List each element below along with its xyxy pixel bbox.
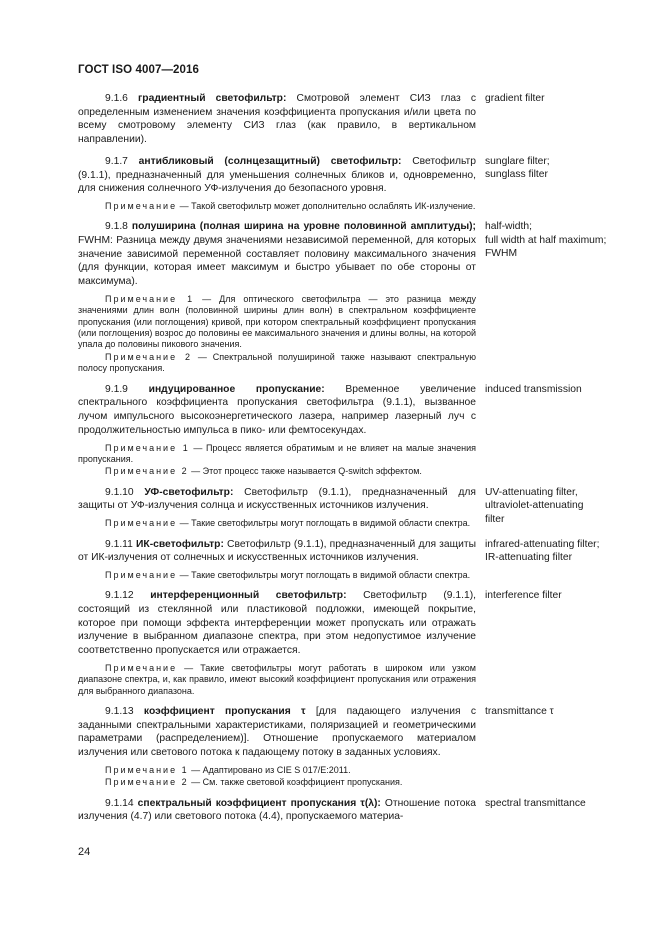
english-term-line: filter — [485, 513, 505, 525]
term-title: спектральный коэффициент пропускания τ(λ): — [137, 797, 381, 809]
english-term-line: spectral transmittance — [485, 797, 586, 809]
term-definition: [для падающего излучения с заданными спектральными характеристиками, поляризацией и геометрическими параметрами (распределением)]. Отношение пропускаемого материалом излучения или светового потока к падающему потоку в заданных условиях. — [78, 706, 476, 759]
term-note — [78, 466, 476, 477]
english-equivalent — [476, 705, 608, 789]
term-definition: Временное увеличение спектрального коэффициента пропускания светофильтра (9.1.1), вызванное лучом импульсного высокоэнергетического лазера, например лазерный луч с продолжительностью импульса в пико- или фемтосекундах. — [78, 383, 476, 436]
term-note — [78, 294, 476, 351]
term-note — [78, 518, 476, 529]
english-term-line: induced transmission — [485, 383, 582, 395]
term-number: 9.1.7 — [105, 155, 128, 167]
term-entry — [78, 92, 608, 147]
term-number: 9.1.6 — [105, 93, 128, 104]
term-definition-block — [78, 92, 476, 147]
note-label: Примечание — [105, 569, 178, 580]
english-term-line: UV-attenuating filter, — [485, 486, 578, 498]
term-entry — [78, 155, 608, 213]
english-term-line: sunglass filter — [485, 169, 548, 181]
term-paragraph — [78, 705, 476, 760]
term-definition: Светофильтр (9.1.1), предназначенный для уменьшения солнечных бликов и, одновременно, для снижения солнечного УФ-излучения до безопасного уровня. — [78, 155, 476, 195]
term-definition-block — [78, 220, 476, 374]
note-text: Процесс является обратимым и не влияет на малые значения пропускания. — [78, 442, 476, 464]
term-title: интерференционный светофильтр: — [150, 590, 347, 602]
term-note — [78, 765, 476, 776]
note-separator: — — [177, 569, 192, 580]
term-definition: Смотровой элемент СИЗ глаз с определенным изменением значения коэффициента пропускания и/или цвета по всему смотровому элементу СИЗ глаз (как правило, в вертикальном направлении). — [78, 93, 476, 146]
note-label: Примечание — [105, 662, 178, 673]
note-separator: — — [188, 777, 203, 788]
english-term-line: FWHM — [485, 248, 518, 260]
english-equivalent — [476, 589, 608, 697]
note-separator: — — [188, 764, 203, 775]
note-separator: — — [177, 200, 192, 211]
english-equivalent — [476, 220, 608, 374]
term-definition-block — [78, 589, 476, 697]
term-entry — [78, 486, 608, 530]
term-paragraph — [78, 155, 476, 196]
page-number: 24 — [78, 846, 91, 858]
english-term-line: sunglare filter; — [485, 155, 550, 167]
term-paragraph — [78, 797, 476, 824]
term-number: 9.1.8 — [105, 221, 128, 233]
note-label: Примечание 1 — [105, 442, 190, 453]
term-definition-block — [78, 383, 476, 478]
term-definition-block — [78, 486, 476, 530]
term-definition-block — [78, 155, 476, 213]
term-entry — [78, 538, 608, 582]
english-equivalent — [476, 92, 608, 147]
note-text: См. также световой коэффициент пропускания. — [202, 777, 403, 788]
note-label: Примечание 1 — [105, 293, 195, 304]
term-note — [78, 443, 476, 466]
english-equivalent — [476, 486, 608, 530]
term-entry — [78, 589, 608, 697]
term-note — [78, 201, 476, 212]
english-term-line: transmittance τ — [485, 706, 554, 718]
term-entry — [78, 705, 608, 789]
term-paragraph — [78, 92, 476, 147]
english-term-line: ultraviolet-attenuating — [485, 500, 584, 512]
term-entry — [78, 220, 608, 374]
term-note — [78, 570, 476, 581]
term-number: 9.1.14 — [105, 797, 134, 809]
term-title: полуширина (полная ширина на уровне половинной амплитуды); — [131, 221, 476, 233]
note-text: Для оптического светофильтра — это разница между значениями длин волн (половинной ширины длин волн) в спектральном коэффициенте пропускания (или поглощения) кривой, при котором спектральный коэффициент пропускания (или поглощения) возрос до половины ее максимального значения и длины волны, на которой упала до половины пикового значения. — [78, 293, 476, 350]
term-paragraph — [78, 383, 476, 438]
english-equivalent — [476, 383, 608, 478]
english-term-line: interference filter — [485, 590, 562, 602]
note-text: Такие светофильтры могут работать в широком или узком диапазоне спектра, и, как правило, имеют высокий коэффициент пропускания или отражения для выбранного диапазона. — [78, 662, 476, 696]
term-title: УФ-светофильтр: — [144, 486, 234, 498]
note-text: Адаптировано из CIE S 017/E:2011. — [202, 764, 351, 775]
note-separator: — — [188, 466, 203, 477]
term-paragraph — [78, 538, 476, 565]
term-definition-block — [78, 538, 476, 582]
term-number: 9.1.11 — [105, 538, 133, 550]
note-text: Этот процесс также называется Q-switch эффектом. — [202, 466, 422, 477]
note-label: Примечание 2 — [105, 777, 189, 788]
terms-list — [78, 92, 608, 824]
note-separator: — — [177, 662, 201, 673]
note-separator: — — [177, 518, 192, 529]
note-label: Примечание 2 — [105, 351, 192, 362]
term-paragraph — [78, 486, 476, 513]
english-equivalent — [476, 538, 608, 582]
term-title: градиентный светофильтр: — [138, 93, 287, 104]
term-paragraph — [78, 220, 476, 289]
note-separator: — — [189, 442, 206, 453]
english-term-line: full width at half maximum; — [485, 234, 607, 246]
term-definition: Светофильтр (9.1.1), предназначенный для защиты от УФ-излучения солнца и искусственных источников излучения. — [78, 486, 476, 512]
note-label: Примечание — [105, 518, 178, 529]
term-definition: Отношение потока излучения (4.7) или светового потока (4.4), пропускаемого материа- — [78, 797, 476, 823]
english-equivalent — [476, 155, 608, 213]
term-number: 9.1.9 — [105, 383, 128, 395]
term-note — [78, 777, 476, 788]
document-header: ГОСТ ISO 4007—2016 — [78, 64, 200, 76]
term-entry — [78, 383, 608, 478]
term-title: коэффициент пропускания τ — [143, 706, 306, 718]
term-note — [78, 663, 476, 697]
term-paragraph — [78, 589, 476, 658]
term-definition: Светофильтр (9.1.1), предназначенный для защиты от ИК-излучения от солнечных и искусственных источников излучения. — [78, 538, 476, 564]
term-definition-block — [78, 797, 476, 824]
term-title: ИК-светофильтр: — [136, 538, 224, 550]
note-text: Такой светофильтр может дополнительно ослаблять ИК-излучение. — [191, 200, 476, 211]
english-equivalent — [476, 797, 608, 824]
term-definition: FWHM: Разница между двумя значениями независимой переменной, для которых значение зависимой переменной составляет половину максимального значения (для функции, которая имеет максимум и быстро убывает по обе стороны от максимума). — [78, 235, 476, 288]
term-number: 9.1.10 — [105, 486, 134, 498]
term-definition: Светофильтр (9.1.1), состоящий из стеклянной или пластиковой подложки, имеющей покрытие, которое при помощи эффекта интерференции может пропускать или отражать излучение в выбранном диапазоне спектра, при этом недопустимое излучение соответственно пропускается или отражается. — [78, 590, 476, 657]
note-text: Такие светофильтры могут поглощать в видимой области спектра. — [191, 569, 471, 580]
term-definition-block — [78, 705, 476, 789]
term-note — [78, 352, 476, 375]
english-term-line: infrared-attenuating filter; — [485, 538, 600, 550]
note-label: Примечание 2 — [105, 466, 189, 477]
note-label: Примечание — [105, 200, 178, 211]
note-text: Спектральной полушириной также называют спектральную полосу пропускания. — [78, 351, 476, 374]
term-title: индуцированное пропускание: — [148, 383, 325, 395]
english-term-line: half-width; — [485, 221, 532, 233]
note-separator: — — [194, 293, 220, 304]
note-separator: — — [191, 351, 213, 362]
term-number: 9.1.13 — [105, 706, 134, 718]
english-term-line: gradient filter — [485, 93, 545, 104]
english-term-line: IR-attenuating filter — [485, 552, 572, 564]
term-title: антибликовый (солнцезащитный) светофильтр: — [138, 155, 402, 167]
term-entry — [78, 797, 608, 824]
note-label: Примечание 1 — [105, 764, 189, 775]
note-text: Такие светофильтры могут поглощать в видимой области спектра. — [191, 518, 471, 529]
term-number: 9.1.12 — [105, 590, 134, 602]
